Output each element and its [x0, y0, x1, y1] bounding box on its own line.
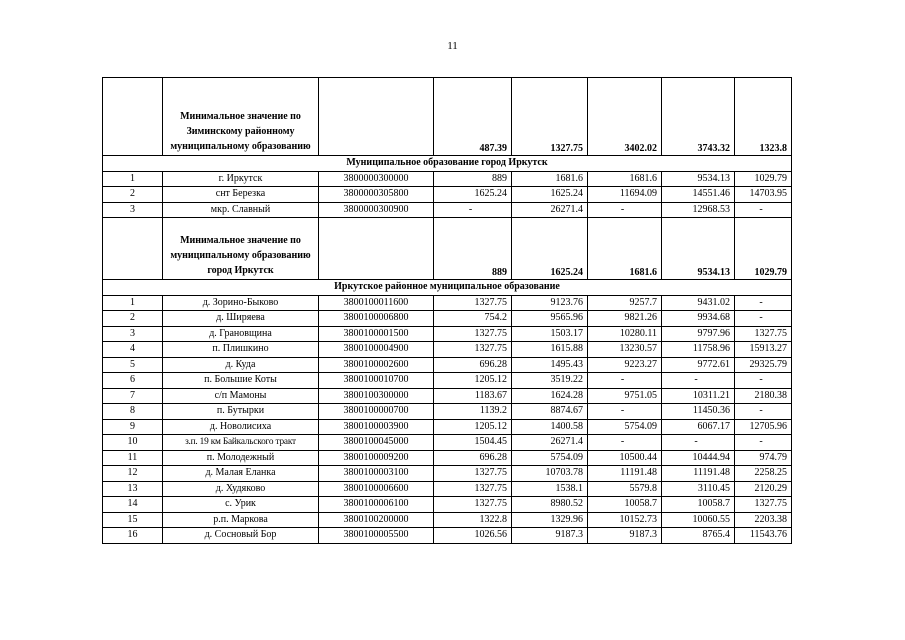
section-header-row	[103, 156, 792, 172]
tariff-value: 9797.96	[662, 326, 735, 342]
summary-row	[103, 78, 792, 156]
settlement-code: 3800100006800	[319, 311, 434, 327]
settlement-name: д. Малая Еланка	[163, 466, 319, 482]
table-row	[103, 202, 792, 218]
tariff-value: -	[735, 435, 792, 451]
tariff-value: 1327.75	[434, 481, 512, 497]
tariff-value: 9187.3	[512, 528, 588, 544]
tariff-value: 10500.44	[588, 450, 662, 466]
table-row	[103, 171, 792, 187]
tariff-value: 8980.52	[512, 497, 588, 513]
row-number: 9	[103, 419, 163, 435]
row-number: 7	[103, 388, 163, 404]
summary-value: 3402.02	[588, 78, 662, 156]
tariff-value: 3110.45	[662, 481, 735, 497]
tariff-value: 5579.8	[588, 481, 662, 497]
tariff-value: 5754.09	[512, 450, 588, 466]
summary-label: Минимальное значение по Зиминскому районному муниципальному образованию	[163, 78, 319, 156]
settlement-name: г. Иркутск	[163, 171, 319, 187]
tariff-value: -	[735, 404, 792, 420]
tariff-value: 26271.4	[512, 202, 588, 218]
summary-label: Минимальное значение по муниципальному образованию город Иркутск	[163, 218, 319, 280]
table-row	[103, 311, 792, 327]
summary-value: 1681.6	[588, 218, 662, 280]
tariff-value: 9934.68	[662, 311, 735, 327]
settlement-code: 3800100009200	[319, 450, 434, 466]
tariff-value: 11543.76	[735, 528, 792, 544]
summary-value: 1625.24	[512, 218, 588, 280]
row-number: 15	[103, 512, 163, 528]
summary-row	[103, 218, 792, 280]
empty-cell	[319, 78, 434, 156]
settlement-code: 3800100010700	[319, 373, 434, 389]
tariff-value: 10280.11	[588, 326, 662, 342]
settlement-name: д. Худяково	[163, 481, 319, 497]
tariff-value: 5754.09	[588, 419, 662, 435]
settlement-code: 3800000300000	[319, 171, 434, 187]
tariff-value: 8874.67	[512, 404, 588, 420]
tariff-value: 696.28	[434, 357, 512, 373]
row-number: 2	[103, 187, 163, 203]
settlement-name: д. Зорино-Быково	[163, 295, 319, 311]
tariff-value: 1327.75	[735, 497, 792, 513]
tariff-value: 1026.56	[434, 528, 512, 544]
tariff-value: 1205.12	[434, 419, 512, 435]
settlement-name: д. Сосновый Бор	[163, 528, 319, 544]
tariff-value: 1327.75	[735, 326, 792, 342]
settlement-code: 3800100003100	[319, 466, 434, 482]
table-row	[103, 528, 792, 544]
tariff-value: 9257.7	[588, 295, 662, 311]
table-row	[103, 357, 792, 373]
settlement-code: 3800000305800	[319, 187, 434, 203]
tariff-value: 2258.25	[735, 466, 792, 482]
section-title: Иркутское районное муниципальное образование	[103, 280, 792, 296]
tariff-value: 1029.79	[735, 171, 792, 187]
tariff-value: 1625.24	[512, 187, 588, 203]
summary-value: 3743.32	[662, 78, 735, 156]
tariff-value: 1400.58	[512, 419, 588, 435]
summary-value: 1029.79	[735, 218, 792, 280]
tariff-value: -	[588, 435, 662, 451]
settlement-code: 3800100005500	[319, 528, 434, 544]
row-number: 11	[103, 450, 163, 466]
row-number: 3	[103, 326, 163, 342]
tariff-value: 9123.76	[512, 295, 588, 311]
tariff-value: 11191.48	[662, 466, 735, 482]
settlement-name: р.п. Маркова	[163, 512, 319, 528]
settlement-name: мкр. Славный	[163, 202, 319, 218]
tariff-value: 12968.53	[662, 202, 735, 218]
tariff-value: 974.79	[735, 450, 792, 466]
tariff-value: 15913.27	[735, 342, 792, 358]
tariff-value: 9534.13	[662, 171, 735, 187]
table-row	[103, 388, 792, 404]
tariff-value: 29325.79	[735, 357, 792, 373]
tariff-value: 1327.75	[434, 497, 512, 513]
table-row	[103, 419, 792, 435]
settlement-code: 3800100045000	[319, 435, 434, 451]
settlement-code: 3800100011600	[319, 295, 434, 311]
tariff-value: 9821.26	[588, 311, 662, 327]
row-number: 12	[103, 466, 163, 482]
tariff-value: 2180.38	[735, 388, 792, 404]
tariff-value: 1327.75	[434, 466, 512, 482]
tariff-value: 12705.96	[735, 419, 792, 435]
tariff-value: -	[735, 311, 792, 327]
row-number: 2	[103, 311, 163, 327]
row-number: 5	[103, 357, 163, 373]
summary-value: 889	[434, 218, 512, 280]
tariff-value: -	[735, 202, 792, 218]
tariff-value: 1503.17	[512, 326, 588, 342]
tariff-value: 10444.94	[662, 450, 735, 466]
settlement-code: 3800100003900	[319, 419, 434, 435]
tariff-value: 889	[434, 171, 512, 187]
tariff-value: 9751.05	[588, 388, 662, 404]
settlement-name: снт Березка	[163, 187, 319, 203]
tariff-value: 754.2	[434, 311, 512, 327]
settlement-name: д. Ширяева	[163, 311, 319, 327]
summary-value: 1323.8	[735, 78, 792, 156]
tariff-value: 1624.28	[512, 388, 588, 404]
tariff-value: 14551.46	[662, 187, 735, 203]
settlement-name: д. Куда	[163, 357, 319, 373]
tariff-value: 9431.02	[662, 295, 735, 311]
tariff-value: 10703.78	[512, 466, 588, 482]
settlement-name: з.п. 19 км Байкальского тракт	[163, 435, 319, 451]
tariff-value: 10311.21	[662, 388, 735, 404]
settlement-name: п. Плишкино	[163, 342, 319, 358]
table-row	[103, 342, 792, 358]
settlement-name: с/п Мамоны	[163, 388, 319, 404]
empty-cell	[319, 218, 434, 280]
settlement-code: 3800100200000	[319, 512, 434, 528]
section-title: Муниципальное образование город Иркутск	[103, 156, 792, 172]
tariff-value: 1681.6	[588, 171, 662, 187]
tariff-value: 1183.67	[434, 388, 512, 404]
tariff-value: 10058.7	[662, 497, 735, 513]
tariff-value: 26271.4	[512, 435, 588, 451]
row-number: 6	[103, 373, 163, 389]
settlement-name: п. Большие Коты	[163, 373, 319, 389]
tariff-value: 1615.88	[512, 342, 588, 358]
settlement-code: 3800100300000	[319, 388, 434, 404]
tariff-value: 1681.6	[512, 171, 588, 187]
table-row	[103, 512, 792, 528]
table-row	[103, 295, 792, 311]
table-row	[103, 481, 792, 497]
settlement-name: п. Бутырки	[163, 404, 319, 420]
table-row	[103, 326, 792, 342]
settlement-code: 3800100001500	[319, 326, 434, 342]
summary-value: 9534.13	[662, 218, 735, 280]
row-number: 1	[103, 171, 163, 187]
tariff-value: 2203.38	[735, 512, 792, 528]
tariff-value: 1205.12	[434, 373, 512, 389]
row-number: 8	[103, 404, 163, 420]
tariff-value: 1495.43	[512, 357, 588, 373]
tariff-value: 14703.95	[735, 187, 792, 203]
summary-value: 1327.75	[512, 78, 588, 156]
tariff-value: -	[434, 202, 512, 218]
settlement-name: д. Грановщина	[163, 326, 319, 342]
tariff-value: 10058.7	[588, 497, 662, 513]
empty-cell	[103, 78, 163, 156]
tariff-value: 9772.61	[662, 357, 735, 373]
tariff-value: 11450.36	[662, 404, 735, 420]
tariff-value: 1504.45	[434, 435, 512, 451]
tariff-table	[102, 77, 792, 544]
settlement-name: п. Молодежный	[163, 450, 319, 466]
row-number: 16	[103, 528, 163, 544]
settlement-code: 3800100006600	[319, 481, 434, 497]
page-number: 11	[447, 40, 458, 52]
row-number: 3	[103, 202, 163, 218]
tariff-value: -	[588, 404, 662, 420]
tariff-value: -	[735, 295, 792, 311]
row-number: 1	[103, 295, 163, 311]
settlement-code: 3800000300900	[319, 202, 434, 218]
settlement-code: 3800100002600	[319, 357, 434, 373]
tariff-value: 2120.29	[735, 481, 792, 497]
tariff-value: 1538.1	[512, 481, 588, 497]
tariff-value: 1327.75	[434, 326, 512, 342]
tariff-value: 11191.48	[588, 466, 662, 482]
tariff-value: -	[588, 373, 662, 389]
tariff-value: 3519.22	[512, 373, 588, 389]
tariff-value: 11694.09	[588, 187, 662, 203]
tariff-value: 10060.55	[662, 512, 735, 528]
tariff-value: -	[588, 202, 662, 218]
empty-cell	[103, 218, 163, 280]
tariff-value: 696.28	[434, 450, 512, 466]
table-row	[103, 404, 792, 420]
table-body	[103, 78, 792, 544]
table-row	[103, 373, 792, 389]
table-row	[103, 450, 792, 466]
table-row	[103, 187, 792, 203]
settlement-code: 3800100004900	[319, 342, 434, 358]
table-row	[103, 497, 792, 513]
row-number: 10	[103, 435, 163, 451]
settlement-name: д. Новолисиха	[163, 419, 319, 435]
row-number: 4	[103, 342, 163, 358]
tariff-value: 1327.75	[434, 295, 512, 311]
tariff-value: 1327.75	[434, 342, 512, 358]
tariff-value: 13230.57	[588, 342, 662, 358]
tariff-value: 1329.96	[512, 512, 588, 528]
row-number: 14	[103, 497, 163, 513]
table-row	[103, 466, 792, 482]
tariff-value: 9187.3	[588, 528, 662, 544]
tariff-value: 1625.24	[434, 187, 512, 203]
table-row	[103, 435, 792, 451]
tariff-value: 11758.96	[662, 342, 735, 358]
settlement-name: с. Урик	[163, 497, 319, 513]
row-number: 13	[103, 481, 163, 497]
settlement-code: 3800100006100	[319, 497, 434, 513]
tariff-value: 6067.17	[662, 419, 735, 435]
tariff-value: -	[735, 373, 792, 389]
tariff-value: 1322.8	[434, 512, 512, 528]
settlement-code: 3800100000700	[319, 404, 434, 420]
section-header-row	[103, 280, 792, 296]
tariff-value: -	[662, 435, 735, 451]
tariff-value: 9223.27	[588, 357, 662, 373]
tariff-value: 10152.73	[588, 512, 662, 528]
tariff-value: 1139.2	[434, 404, 512, 420]
tariff-value: -	[662, 373, 735, 389]
summary-value: 487.39	[434, 78, 512, 156]
tariff-value: 8765.4	[662, 528, 735, 544]
tariff-value: 9565.96	[512, 311, 588, 327]
